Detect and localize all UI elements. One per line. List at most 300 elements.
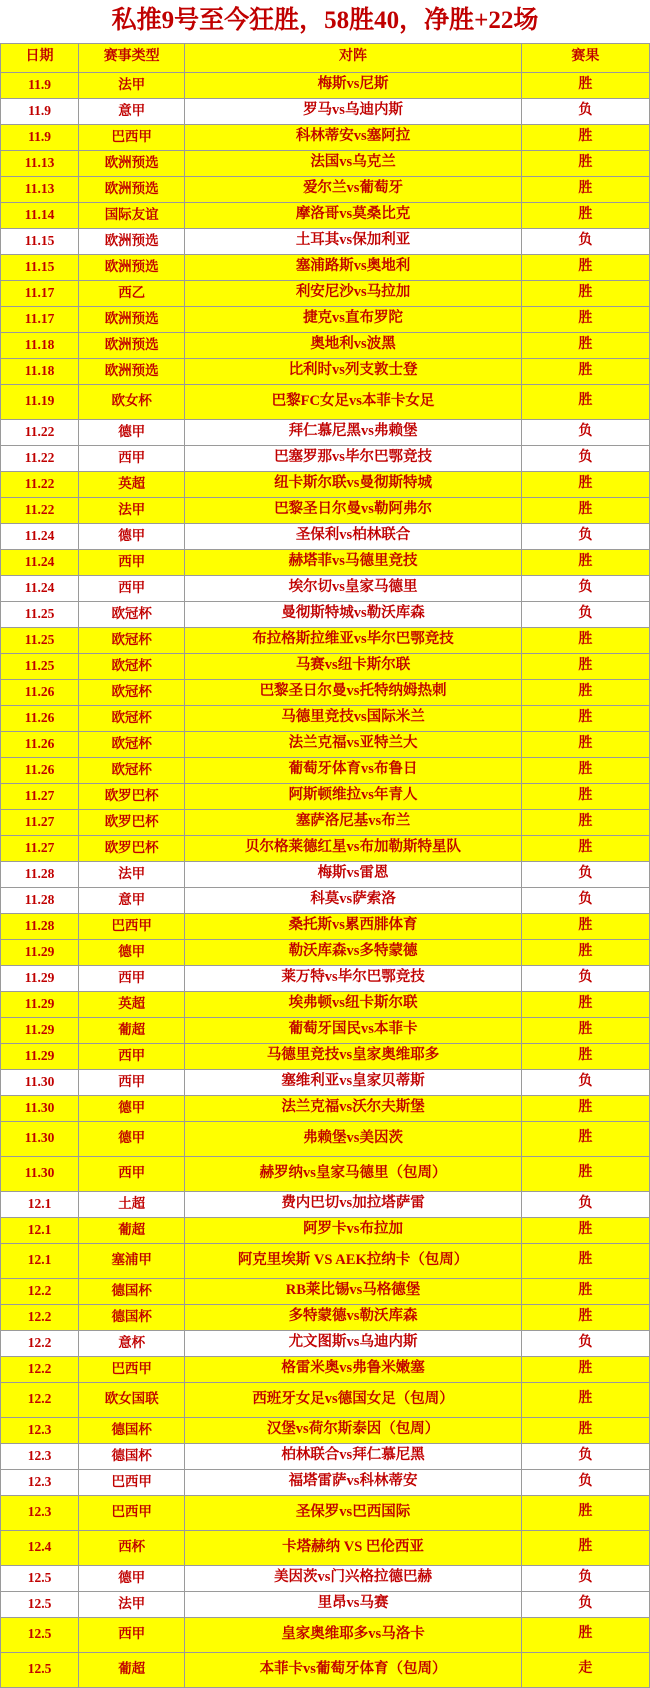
cell-league: 意杯	[79, 1330, 185, 1356]
cell-result: 胜	[521, 176, 649, 202]
cell-date: 11.27	[1, 835, 79, 861]
cell-match: 圣保罗vs巴西国际	[185, 1495, 522, 1530]
table-row	[1, 1121, 650, 1156]
cell-league: 意甲	[79, 98, 185, 124]
table-row	[1, 1382, 650, 1417]
cell-league: 西杯	[79, 1530, 185, 1565]
table-row	[1, 653, 650, 679]
cell-match: 本菲卡vs葡萄牙体育（包周）	[185, 1652, 522, 1687]
cell-result: 胜	[521, 332, 649, 358]
cell-result: 胜	[521, 1304, 649, 1330]
cell-match: 摩洛哥vs莫桑比克	[185, 202, 522, 228]
cell-league: 欧冠杯	[79, 627, 185, 653]
cell-match: 葡萄牙体育vs布鲁日	[185, 757, 522, 783]
cell-date: 12.4	[1, 1530, 79, 1565]
column-header-league: 赛事类型	[79, 43, 185, 72]
cell-result: 胜	[521, 1417, 649, 1443]
table-row	[1, 419, 650, 445]
cell-date: 11.30	[1, 1156, 79, 1191]
cell-result: 胜	[521, 549, 649, 575]
cell-result: 负	[521, 1191, 649, 1217]
cell-match: 曼彻斯特城vs勒沃库森	[185, 601, 522, 627]
cell-result: 胜	[521, 471, 649, 497]
cell-date: 12.2	[1, 1278, 79, 1304]
cell-league: 法甲	[79, 497, 185, 523]
table-row	[1, 887, 650, 913]
cell-league: 西乙	[79, 280, 185, 306]
cell-match: 梅斯vs尼斯	[185, 72, 522, 98]
cell-date: 11.25	[1, 601, 79, 627]
cell-date: 11.22	[1, 471, 79, 497]
cell-league: 意甲	[79, 887, 185, 913]
cell-league: 巴西甲	[79, 1495, 185, 1530]
cell-date: 11.28	[1, 913, 79, 939]
cell-match: 纽卡斯尔联vs曼彻斯特城	[185, 471, 522, 497]
cell-date: 12.3	[1, 1417, 79, 1443]
cell-result: 胜	[521, 1495, 649, 1530]
cell-result: 胜	[521, 1530, 649, 1565]
cell-league: 德国杯	[79, 1443, 185, 1469]
table-row	[1, 280, 650, 306]
cell-date: 11.22	[1, 445, 79, 471]
cell-result: 负	[521, 1330, 649, 1356]
cell-result: 胜	[521, 939, 649, 965]
table-row	[1, 1356, 650, 1382]
cell-date: 11.24	[1, 549, 79, 575]
cell-match: 贝尔格莱德红星vs布加勒斯特星队	[185, 835, 522, 861]
cell-match: 利安尼沙vs马拉加	[185, 280, 522, 306]
table-row	[1, 1043, 650, 1069]
table-row	[1, 913, 650, 939]
cell-match: 桑托斯vs累西腓体育	[185, 913, 522, 939]
cell-match: 马赛vs纽卡斯尔联	[185, 653, 522, 679]
column-header-date: 日期	[1, 43, 79, 72]
cell-date: 11.27	[1, 809, 79, 835]
cell-league: 欧洲预选	[79, 332, 185, 358]
table-row	[1, 471, 650, 497]
cell-result: 负	[521, 419, 649, 445]
cell-match: 圣保利vs柏林联合	[185, 523, 522, 549]
cell-match: 埃弗顿vs纽卡斯尔联	[185, 991, 522, 1017]
cell-match: 巴黎圣日尔曼vs托特纳姆热刺	[185, 679, 522, 705]
cell-result: 负	[521, 445, 649, 471]
cell-date: 11.19	[1, 384, 79, 419]
cell-match: 科林蒂安vs塞阿拉	[185, 124, 522, 150]
table-row	[1, 835, 650, 861]
cell-match: 卡塔赫纳 VS 巴伦西亚	[185, 1530, 522, 1565]
cell-date: 11.25	[1, 627, 79, 653]
cell-match: 法兰克福vs沃尔夫斯堡	[185, 1095, 522, 1121]
table-row	[1, 523, 650, 549]
cell-date: 11.15	[1, 254, 79, 280]
cell-result: 胜	[521, 358, 649, 384]
cell-result: 负	[521, 861, 649, 887]
cell-league: 欧洲预选	[79, 150, 185, 176]
cell-result: 负	[521, 965, 649, 991]
table-row	[1, 306, 650, 332]
cell-match: 爱尔兰vs葡萄牙	[185, 176, 522, 202]
table-row	[1, 1443, 650, 1469]
cell-match: 赫塔菲vs马德里竞技	[185, 549, 522, 575]
cell-match: 捷克vs直布罗陀	[185, 306, 522, 332]
cell-date: 12.2	[1, 1330, 79, 1356]
cell-league: 欧罗巴杯	[79, 809, 185, 835]
cell-date: 12.5	[1, 1652, 79, 1687]
column-header-match: 对阵	[185, 43, 522, 72]
cell-result: 胜	[521, 280, 649, 306]
table-row	[1, 254, 650, 280]
cell-result: 胜	[521, 1017, 649, 1043]
cell-result: 负	[521, 1469, 649, 1495]
cell-date: 12.5	[1, 1565, 79, 1591]
cell-date: 12.5	[1, 1591, 79, 1617]
cell-date: 11.26	[1, 757, 79, 783]
table-row	[1, 202, 650, 228]
cell-result: 负	[521, 228, 649, 254]
cell-league: 德甲	[79, 1565, 185, 1591]
table-row	[1, 705, 650, 731]
cell-match: 福塔雷萨vs科林蒂安	[185, 1469, 522, 1495]
table-row	[1, 1469, 650, 1495]
table-row	[1, 1017, 650, 1043]
cell-result: 胜	[521, 783, 649, 809]
cell-date: 11.29	[1, 965, 79, 991]
cell-result: 胜	[521, 1278, 649, 1304]
cell-result: 胜	[521, 1121, 649, 1156]
cell-result: 胜	[521, 705, 649, 731]
matches-table	[0, 43, 650, 1688]
cell-result: 负	[521, 1069, 649, 1095]
table-row	[1, 731, 650, 757]
cell-league: 欧罗巴杯	[79, 783, 185, 809]
cell-date: 12.3	[1, 1469, 79, 1495]
table-row	[1, 627, 650, 653]
table-row	[1, 939, 650, 965]
cell-date: 11.29	[1, 991, 79, 1017]
cell-match: 勒沃库森vs多特蒙德	[185, 939, 522, 965]
table-row	[1, 384, 650, 419]
cell-league: 塞浦甲	[79, 1243, 185, 1278]
cell-match: 多特蒙德vs勒沃库森	[185, 1304, 522, 1330]
cell-match: 阿罗卡vs布拉加	[185, 1217, 522, 1243]
cell-league: 欧冠杯	[79, 679, 185, 705]
cell-match: 汉堡vs荷尔斯泰因（包周）	[185, 1417, 522, 1443]
cell-date: 11.30	[1, 1069, 79, 1095]
cell-match: 赫罗纳vs皇家马德里（包周）	[185, 1156, 522, 1191]
cell-league: 德甲	[79, 939, 185, 965]
table-row	[1, 1330, 650, 1356]
cell-match: 尤文图斯vs乌迪内斯	[185, 1330, 522, 1356]
table-row	[1, 445, 650, 471]
table-header	[1, 43, 650, 72]
table-row	[1, 1217, 650, 1243]
cell-league: 巴西甲	[79, 124, 185, 150]
cell-date: 11.29	[1, 1043, 79, 1069]
cell-match: RB莱比锡vs马格德堡	[185, 1278, 522, 1304]
cell-league: 欧冠杯	[79, 653, 185, 679]
table-row	[1, 1069, 650, 1095]
table-row	[1, 861, 650, 887]
table-row	[1, 497, 650, 523]
cell-date: 11.9	[1, 72, 79, 98]
table-row	[1, 1278, 650, 1304]
cell-result: 走	[521, 1652, 649, 1687]
cell-league: 欧洲预选	[79, 228, 185, 254]
cell-league: 西甲	[79, 1043, 185, 1069]
cell-match: 塞维利亚vs皇家贝蒂斯	[185, 1069, 522, 1095]
table-row	[1, 1652, 650, 1687]
cell-date: 12.3	[1, 1495, 79, 1530]
cell-date: 11.17	[1, 280, 79, 306]
table-row	[1, 679, 650, 705]
page-title: 私推9号至今狂胜，58胜40，净胜+22场	[111, 7, 539, 34]
cell-result: 胜	[521, 913, 649, 939]
cell-result: 胜	[521, 757, 649, 783]
cell-league: 欧冠杯	[79, 705, 185, 731]
cell-result: 胜	[521, 1156, 649, 1191]
cell-match: 马德里竞技vs皇家奥维耶多	[185, 1043, 522, 1069]
cell-date: 11.24	[1, 523, 79, 549]
cell-date: 11.9	[1, 98, 79, 124]
table-row	[1, 1156, 650, 1191]
table-row	[1, 549, 650, 575]
cell-date: 11.26	[1, 679, 79, 705]
table-row	[1, 601, 650, 627]
cell-date: 12.2	[1, 1382, 79, 1417]
cell-match: 比利时vs列支敦士登	[185, 358, 522, 384]
cell-match: 科莫vs萨索洛	[185, 887, 522, 913]
cell-league: 欧女杯	[79, 384, 185, 419]
table-row	[1, 150, 650, 176]
cell-date: 11.25	[1, 653, 79, 679]
cell-result: 胜	[521, 1217, 649, 1243]
cell-result: 胜	[521, 72, 649, 98]
cell-result: 胜	[521, 306, 649, 332]
cell-league: 巴西甲	[79, 913, 185, 939]
cell-match: 马德里竞技vs国际米兰	[185, 705, 522, 731]
cell-match: 塞萨洛尼基vs布兰	[185, 809, 522, 835]
cell-match: 奥地利vs波黑	[185, 332, 522, 358]
cell-result: 负	[521, 887, 649, 913]
cell-date: 11.14	[1, 202, 79, 228]
cell-league: 德国杯	[79, 1417, 185, 1443]
table-row	[1, 228, 650, 254]
cell-league: 西甲	[79, 1069, 185, 1095]
cell-league: 土超	[79, 1191, 185, 1217]
cell-date: 11.27	[1, 783, 79, 809]
cell-result: 胜	[521, 1382, 649, 1417]
cell-league: 德甲	[79, 419, 185, 445]
table-row	[1, 1495, 650, 1530]
cell-result: 胜	[521, 124, 649, 150]
cell-league: 欧罗巴杯	[79, 835, 185, 861]
cell-league: 法甲	[79, 72, 185, 98]
cell-date: 11.13	[1, 150, 79, 176]
cell-match: 阿斯顿维拉vs年青人	[185, 783, 522, 809]
cell-league: 德甲	[79, 1121, 185, 1156]
cell-match: 巴塞罗那vs毕尔巴鄂竞技	[185, 445, 522, 471]
cell-match: 格雷米奥vs弗鲁米嫩塞	[185, 1356, 522, 1382]
cell-result: 胜	[521, 679, 649, 705]
cell-result: 胜	[521, 653, 649, 679]
table-body	[1, 72, 650, 1687]
cell-date: 11.24	[1, 575, 79, 601]
cell-result: 胜	[521, 1617, 649, 1652]
cell-league: 葡超	[79, 1217, 185, 1243]
table-row	[1, 358, 650, 384]
cell-date: 11.22	[1, 497, 79, 523]
cell-date: 12.5	[1, 1617, 79, 1652]
cell-date: 11.29	[1, 1017, 79, 1043]
cell-league: 西甲	[79, 965, 185, 991]
table-row	[1, 1304, 650, 1330]
cell-league: 德国杯	[79, 1304, 185, 1330]
cell-date: 11.29	[1, 939, 79, 965]
cell-date: 12.1	[1, 1243, 79, 1278]
cell-match: 费内巴切vs加拉塔萨雷	[185, 1191, 522, 1217]
table-row	[1, 965, 650, 991]
table-row	[1, 1591, 650, 1617]
cell-league: 欧冠杯	[79, 731, 185, 757]
cell-league: 英超	[79, 471, 185, 497]
cell-league: 德甲	[79, 1095, 185, 1121]
cell-date: 11.30	[1, 1095, 79, 1121]
cell-result: 胜	[521, 731, 649, 757]
cell-league: 西甲	[79, 1156, 185, 1191]
cell-result: 胜	[521, 1043, 649, 1069]
cell-date: 12.3	[1, 1443, 79, 1469]
cell-result: 胜	[521, 150, 649, 176]
cell-result: 负	[521, 98, 649, 124]
table-row	[1, 783, 650, 809]
cell-match: 法国vs乌克兰	[185, 150, 522, 176]
table-row	[1, 1191, 650, 1217]
table-row	[1, 98, 650, 124]
cell-league: 法甲	[79, 1591, 185, 1617]
cell-match: 拜仁慕尼黑vs弗赖堡	[185, 419, 522, 445]
cell-league: 英超	[79, 991, 185, 1017]
cell-league: 法甲	[79, 861, 185, 887]
table-row	[1, 176, 650, 202]
cell-result: 胜	[521, 254, 649, 280]
cell-date: 11.30	[1, 1121, 79, 1156]
cell-date: 11.28	[1, 887, 79, 913]
cell-result: 胜	[521, 1356, 649, 1382]
cell-result: 负	[521, 523, 649, 549]
cell-result: 胜	[521, 1243, 649, 1278]
cell-date: 11.15	[1, 228, 79, 254]
cell-match: 埃尔切vs皇家马德里	[185, 575, 522, 601]
cell-result: 负	[521, 601, 649, 627]
table-row	[1, 991, 650, 1017]
cell-result: 胜	[521, 1095, 649, 1121]
cell-result: 胜	[521, 809, 649, 835]
header-row	[1, 43, 650, 72]
cell-result: 胜	[521, 835, 649, 861]
cell-league: 葡超	[79, 1652, 185, 1687]
cell-league: 欧冠杯	[79, 757, 185, 783]
cell-date: 11.26	[1, 731, 79, 757]
cell-match: 弗赖堡vs美因茨	[185, 1121, 522, 1156]
cell-result: 胜	[521, 627, 649, 653]
cell-date: 11.13	[1, 176, 79, 202]
cell-match: 巴黎FC女足vs本菲卡女足	[185, 384, 522, 419]
table-row	[1, 332, 650, 358]
table-row	[1, 72, 650, 98]
cell-match: 葡萄牙国民vs本菲卡	[185, 1017, 522, 1043]
cell-league: 西甲	[79, 549, 185, 575]
cell-league: 国际友谊	[79, 202, 185, 228]
cell-match: 罗马vs乌迪内斯	[185, 98, 522, 124]
column-header-result: 赛果	[521, 43, 649, 72]
cell-date: 11.22	[1, 419, 79, 445]
cell-league: 欧洲预选	[79, 254, 185, 280]
cell-match: 法兰克福vs亚特兰大	[185, 731, 522, 757]
table-row	[1, 1617, 650, 1652]
cell-league: 巴西甲	[79, 1469, 185, 1495]
cell-match: 里昂vs马赛	[185, 1591, 522, 1617]
cell-date: 11.26	[1, 705, 79, 731]
table-row	[1, 757, 650, 783]
cell-match: 布拉格斯拉维亚vs毕尔巴鄂竞技	[185, 627, 522, 653]
cell-match: 巴黎圣日尔曼vs勒阿弗尔	[185, 497, 522, 523]
table-row	[1, 1565, 650, 1591]
cell-match: 美因茨vs门兴格拉德巴赫	[185, 1565, 522, 1591]
cell-match: 莱万特vs毕尔巴鄂竞技	[185, 965, 522, 991]
cell-league: 葡超	[79, 1017, 185, 1043]
cell-date: 12.1	[1, 1217, 79, 1243]
cell-date: 11.18	[1, 332, 79, 358]
table-row	[1, 809, 650, 835]
cell-league: 欧冠杯	[79, 601, 185, 627]
cell-result: 负	[521, 1443, 649, 1469]
cell-league: 德国杯	[79, 1278, 185, 1304]
cell-league: 西甲	[79, 445, 185, 471]
cell-match: 皇家奥维耶多vs马洛卡	[185, 1617, 522, 1652]
cell-match: 土耳其vs保加利亚	[185, 228, 522, 254]
cell-result: 胜	[521, 991, 649, 1017]
cell-match: 梅斯vs雷恩	[185, 861, 522, 887]
cell-result: 胜	[521, 497, 649, 523]
cell-date: 12.2	[1, 1304, 79, 1330]
cell-match: 柏林联合vs拜仁慕尼黑	[185, 1443, 522, 1469]
cell-league: 欧洲预选	[79, 176, 185, 202]
cell-league: 巴西甲	[79, 1356, 185, 1382]
cell-result: 负	[521, 575, 649, 601]
cell-date: 11.18	[1, 358, 79, 384]
cell-league: 欧洲预选	[79, 306, 185, 332]
table-row	[1, 1530, 650, 1565]
cell-result: 负	[521, 1591, 649, 1617]
cell-match: 西班牙女足vs德国女足（包周）	[185, 1382, 522, 1417]
table-row	[1, 1243, 650, 1278]
cell-result: 胜	[521, 202, 649, 228]
cell-league: 欧女国联	[79, 1382, 185, 1417]
table-row	[1, 1417, 650, 1443]
cell-result: 胜	[521, 384, 649, 419]
cell-date: 11.9	[1, 124, 79, 150]
cell-league: 德甲	[79, 523, 185, 549]
cell-league: 欧洲预选	[79, 358, 185, 384]
cell-league: 西甲	[79, 575, 185, 601]
table-row	[1, 1095, 650, 1121]
cell-date: 12.1	[1, 1191, 79, 1217]
table-row	[1, 575, 650, 601]
cell-date: 12.2	[1, 1356, 79, 1382]
cell-date: 11.28	[1, 861, 79, 887]
cell-league: 西甲	[79, 1617, 185, 1652]
table-row	[1, 124, 650, 150]
